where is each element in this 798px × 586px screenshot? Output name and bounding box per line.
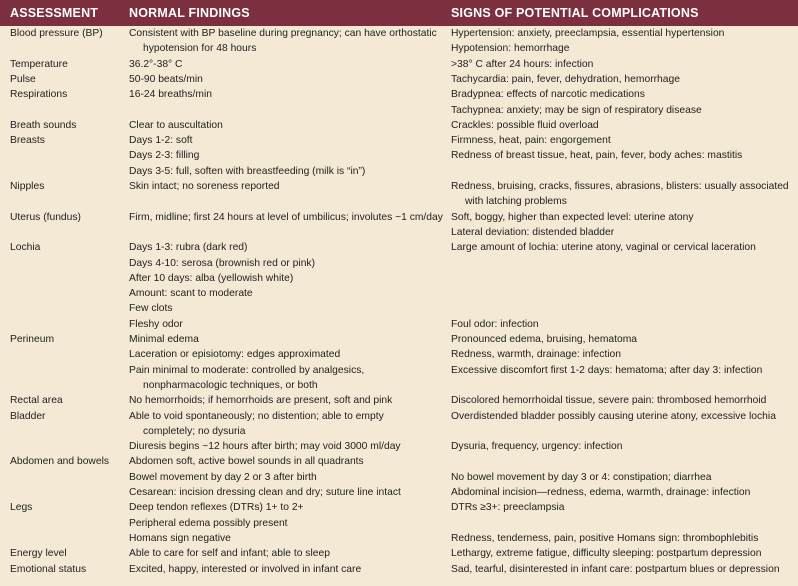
normal-finding-cell: Days 3-5: full, soften with breastfeeding (milk is “in”) xyxy=(129,165,366,177)
assessment-cell: Respirations xyxy=(10,89,68,101)
complication-cell: Soft, boggy, higher than expected level: uterine atony xyxy=(451,211,694,223)
complication-cell: Tachypnea: anxiety; may be sign of respiratory disease xyxy=(451,104,702,116)
complication-cell: Tachycardia: pain, fever, dehydration, hemorrhage xyxy=(451,73,680,85)
assessment-cell: Pulse xyxy=(10,73,36,85)
normal-finding-cell: Abdomen soft, active bowel sounds in all quadrants xyxy=(129,456,364,468)
normal-finding-cell: Amount: scant to moderate xyxy=(129,288,253,300)
complication-cell: Hypertension: anxiety, preeclampsia, essential hypertension xyxy=(451,28,725,39)
complication-cell: Dysuria, frequency, urgency: infection xyxy=(451,441,623,453)
complication-cell: Redness, warmth, drainage: infection xyxy=(451,349,621,361)
assessment-cell: Temperature xyxy=(10,58,68,70)
normal-finding-cell: Homans sign negative xyxy=(129,532,231,544)
complication-cell: >38° C after 24 hours: infection xyxy=(451,58,594,70)
complication-cell: Overdistended bladder possibly causing uterine atony, excessive lochia xyxy=(451,410,776,422)
assessment-cell: Legs xyxy=(10,502,33,514)
complication-cell: Excessive discomfort first 1-2 days: hematoma; after day 3: infection xyxy=(451,364,763,376)
complication-cell: Redness of breast tissue, heat, pain, fever, body aches: mastitis xyxy=(451,150,743,162)
complication-cell: Bradypnea: effects of narcotic medications xyxy=(451,89,645,101)
complication-cell: Crackles: possible fluid overload xyxy=(451,119,599,131)
assessment-cell: Lochia xyxy=(10,242,41,254)
complication-cell: Firmness, heat, pain: engorgement xyxy=(451,135,611,147)
normal-finding-cell: Days 2-3: filling xyxy=(129,150,200,162)
assessment-cell: Breasts xyxy=(10,135,45,147)
assessment-cell: Blood pressure (BP) xyxy=(10,28,103,39)
normal-finding-cell: Minimal edema xyxy=(129,334,199,345)
assessment-cell: Breath sounds xyxy=(10,119,77,131)
normal-finding-cell: hypotension for 48 hours xyxy=(143,43,257,55)
normal-finding-cell: completely; no dysuria xyxy=(143,425,246,437)
normal-finding-cell: Skin intact; no soreness reported xyxy=(129,181,280,192)
complication-cell: Foul odor: infection xyxy=(451,318,539,330)
normal-finding-cell: Pain minimal to moderate: controlled by analgesics, xyxy=(129,364,365,376)
complication-cell: Abdominal incision—redness, edema, warmth, drainage: infection xyxy=(451,487,751,498)
complication-cell: Hypotension: hemorrhage xyxy=(451,43,570,55)
complication-cell: No bowel movement by day 3 or 4: constipation; diarrhea xyxy=(451,471,712,483)
assessment-cell: Perineum xyxy=(10,334,55,345)
complication-cell: Lethargy, extreme fatigue, difficulty sleeping: postpartum depression xyxy=(451,548,762,560)
normal-finding-cell: Clear to auscultation xyxy=(129,119,223,131)
normal-finding-cell: 16-24 breaths/min xyxy=(129,89,212,101)
normal-finding-cell: Fleshy odor xyxy=(129,318,183,330)
normal-finding-cell: Days 1-2: soft xyxy=(129,135,193,147)
normal-finding-cell: 36.2°-38° C xyxy=(129,58,183,70)
normal-finding-cell: After 10 days: alba (yellowish white) xyxy=(129,272,294,284)
normal-finding-cell: Consistent with BP baseline during pregnancy; can have orthostatic xyxy=(129,28,437,39)
normal-finding-cell: 50-90 beats/min xyxy=(129,73,203,85)
header-normal-findings: NORMAL FINDINGS xyxy=(129,6,250,20)
normal-finding-cell: Peripheral edema possibly present xyxy=(129,517,288,529)
normal-finding-cell: Cesarean: incision dressing clean and dry; suture line intact xyxy=(129,487,401,498)
assessment-cell: Rectal area xyxy=(10,395,63,407)
normal-finding-cell: No hemorrhoids; if hemorrhoids are present, soft and pink xyxy=(129,395,393,407)
normal-finding-cell: Excited, happy, interested or involved in infant care xyxy=(129,563,362,575)
complication-cell: Redness, tenderness, pain, positive Homans sign: thrombophlebitis xyxy=(451,532,759,544)
header-assessment: ASSESSMENT xyxy=(10,6,99,20)
normal-finding-cell: Laceration or episiotomy: edges approximated xyxy=(129,349,341,361)
normal-finding-cell: Able to care for self and infant; able to sleep xyxy=(129,548,330,560)
normal-finding-cell: Days 1-3: rubra (dark red) xyxy=(129,242,248,254)
normal-finding-cell: Diuresis begins ~12 hours after birth; may void 3000 ml/day xyxy=(129,441,401,453)
complication-cell: with latching problems xyxy=(465,196,567,208)
assessment-cell: Emotional status xyxy=(10,563,87,575)
complication-cell: Discolored hemorrhoidal tissue, severe pain: thrombosed hemorrhoid xyxy=(451,395,767,407)
assessment-cell: Bladder xyxy=(10,410,46,422)
normal-finding-cell: Bowel movement by day 2 or 3 after birth xyxy=(129,471,317,483)
complication-cell: Redness, bruising, cracks, fissures, abrasions, blisters: usually associated xyxy=(451,181,789,192)
normal-finding-cell: Able to void spontaneously; no distention; able to empty xyxy=(129,410,384,422)
assessment-cell: Abdomen and bowels xyxy=(10,456,110,468)
complication-cell: Pronounced edema, bruising, hematoma xyxy=(451,334,638,345)
assessment-cell: Nipples xyxy=(10,181,45,192)
assessment-cell: Uterus (fundus) xyxy=(10,211,81,223)
table-header xyxy=(0,0,798,26)
normal-finding-cell: Deep tendon reflexes (DTRs) 1+ to 2+ xyxy=(129,502,304,514)
complication-cell: DTRs ≥3+: preeclampsia xyxy=(451,502,565,514)
header-signs-of-complications: SIGNS OF POTENTIAL COMPLICATIONS xyxy=(451,6,699,20)
normal-finding-cell: Firm, midline; first 24 hours at level of umbilicus; involutes ~1 cm/day xyxy=(129,211,443,223)
normal-finding-cell: nonpharmacologic techniques, or both xyxy=(143,379,318,391)
complication-cell: Sad, tearful, disinterested in infant care: postpartum blues or depression xyxy=(451,563,780,575)
normal-finding-cell: Days 4-10: serosa (brownish red or pink) xyxy=(129,257,315,269)
complication-cell: Lateral deviation: distended bladder xyxy=(451,226,615,238)
complication-cell: Large amount of lochia: uterine atony, vaginal or cervical laceration xyxy=(451,242,756,254)
assessment-cell: Energy level xyxy=(10,548,67,560)
normal-finding-cell: Few clots xyxy=(129,303,173,315)
